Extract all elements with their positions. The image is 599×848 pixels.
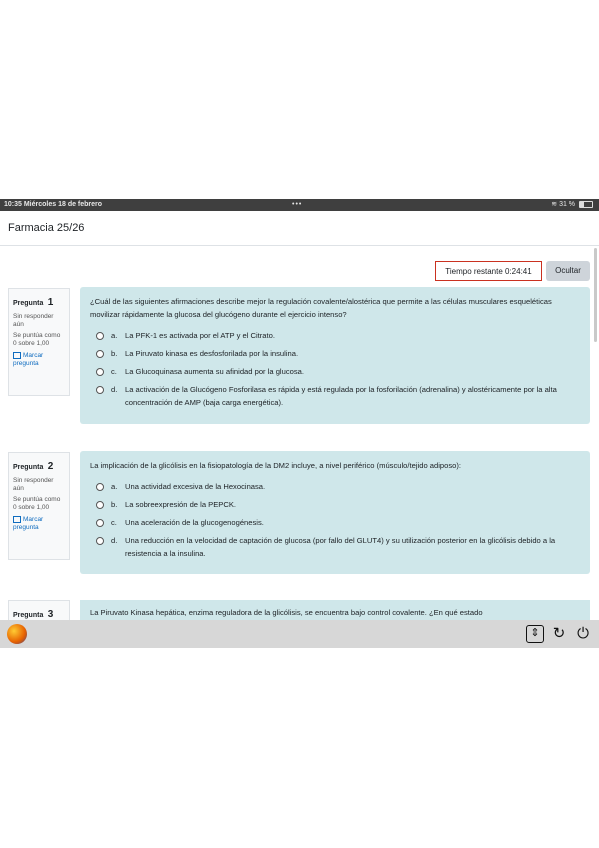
question-content-3	[80, 600, 590, 620]
question-content-2	[80, 451, 590, 574]
course-title: Farmacia 25/26	[8, 222, 85, 234]
flag-question-link[interactable]: Marcar pregunta	[13, 352, 44, 368]
question-status: Sin responder aún	[13, 313, 54, 328]
answer-options	[90, 480, 580, 560]
power-icon[interactable]: ⏻	[577, 625, 589, 642]
question-heading: Pregunta 1	[13, 297, 54, 308]
answer-option-a[interactable]: a. La PFK-1 es activada por el ATP y el Citrato.	[90, 329, 580, 342]
question-number: 1	[47, 297, 54, 308]
battery-percent: 31 %	[559, 201, 576, 208]
radio-button[interactable]	[96, 332, 104, 340]
question-text: La Piruvato Kinasa hepática, enzima reguladora de la glicólisis, se encuentra bajo control covalente. ¿En qué estado	[90, 608, 483, 617]
status-right	[551, 199, 593, 211]
updown-icon[interactable]: ⇕	[526, 625, 544, 643]
page-scrollbar[interactable]	[594, 248, 597, 342]
hide-timer-button[interactable]: Ocultar	[546, 261, 590, 281]
flag-icon	[13, 352, 21, 359]
question-info-1	[8, 288, 70, 396]
question-heading: Pregunta 2	[13, 461, 54, 472]
question-info-3: Pregunta 3	[8, 600, 70, 620]
radio-button[interactable]	[96, 368, 104, 376]
device-status-bar	[0, 199, 599, 211]
question-info-2	[8, 452, 70, 560]
reload-icon[interactable]: ↻	[552, 625, 566, 642]
firefox-icon[interactable]	[7, 624, 27, 644]
question-score: Se puntúa como 0 sobre 1,00	[13, 332, 61, 347]
question-content-1	[80, 287, 590, 424]
answer-options	[90, 329, 580, 409]
answer-option-d[interactable]: d. La activación de la Glucógeno Fosforilasa es rápida y está regulada por la fosforilación (adrenalina) y alostéricamente por la alta concentración de AMP (baja carga energética).	[90, 383, 580, 409]
answer-option-a[interactable]: a. Una actividad excesiva de la Hexocinasa.	[90, 480, 580, 493]
answer-option-c[interactable]: c. Una aceleración de la glucogenogénesis.	[90, 516, 580, 529]
question-text: ¿Cuál de las siguientes afirmaciones describe mejor la regulación covalente/alostérica que permite a las células musculares esqueléticas movilizar rápidamente la glucosa del glucógeno durante el ejercicio intenso?	[90, 297, 552, 319]
answer-option-d[interactable]: d. Una reducción en la velocidad de captación de glucosa (por fallo del GLUT4) y su utilización posterior en la glicólisis debido a la resistencia a la insulina.	[90, 534, 580, 560]
question-number: 2	[47, 461, 54, 472]
taskbar	[0, 620, 599, 648]
radio-button[interactable]	[96, 350, 104, 358]
radio-button[interactable]	[96, 501, 104, 509]
radio-button[interactable]	[96, 483, 104, 491]
question-status: Sin responder aún	[13, 477, 54, 492]
answer-option-c[interactable]: c. La Glucoquinasa aumenta su afinidad por la glucosa.	[90, 365, 580, 378]
header-divider	[0, 245, 599, 246]
answer-option-b[interactable]: b. La sobreexpresión de la PEPCK.	[90, 498, 580, 511]
question-number: 3	[47, 609, 54, 620]
question-score: Se puntúa como 0 sobre 1,00	[13, 496, 61, 511]
wifi-icon: ≋	[551, 201, 558, 208]
flag-question-link[interactable]: Marcar pregunta	[13, 516, 44, 532]
radio-button[interactable]	[96, 519, 104, 527]
question-text: La implicación de la glicólisis en la fisiopatología de la DM2 incluye, a nivel periférico (músculo/tejido adiposo):	[90, 461, 462, 470]
status-time: 10:35 Miércoles 18 de febrero	[4, 201, 103, 208]
battery-icon	[579, 201, 593, 208]
radio-button[interactable]	[96, 386, 104, 394]
multitask-dots-icon[interactable]: •••	[292, 201, 303, 208]
radio-button[interactable]	[96, 537, 104, 545]
answer-option-b[interactable]: b. La Piruvato kinasa es desfosforilada por la insulina.	[90, 347, 580, 360]
time-remaining: Tiempo restante 0:24:41	[435, 261, 542, 281]
flag-icon	[13, 516, 21, 523]
